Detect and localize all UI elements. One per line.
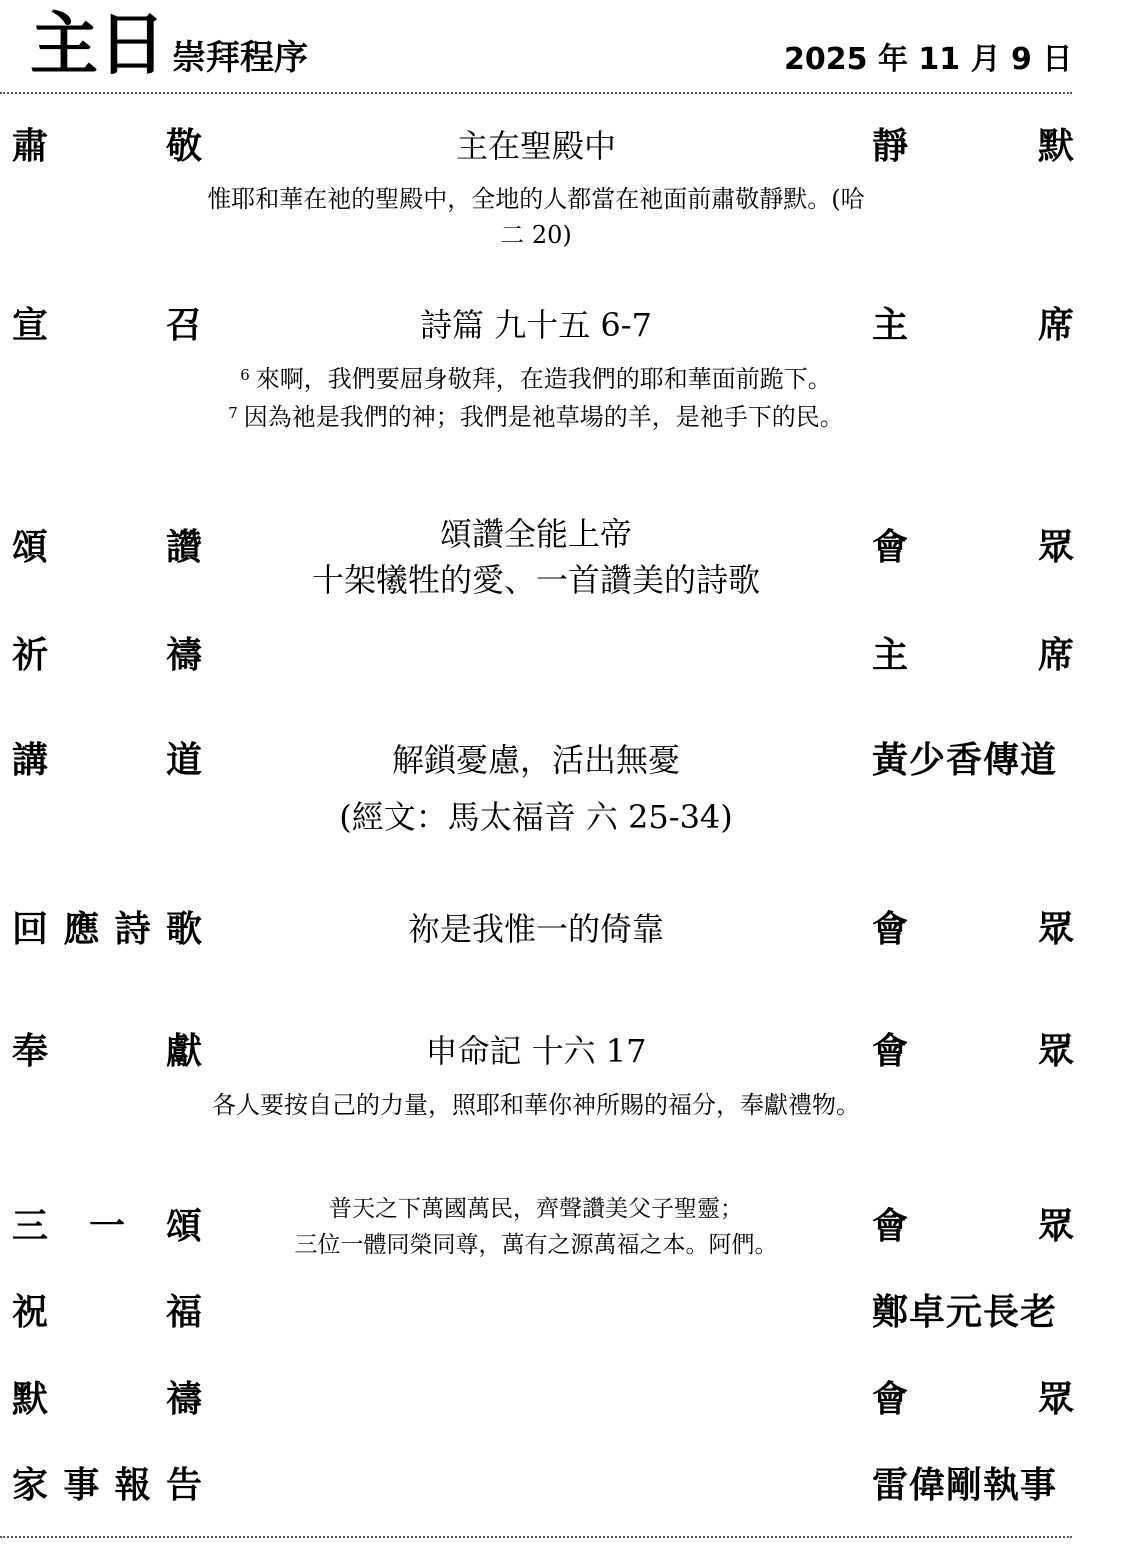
item-label-response-hymn: [12, 908, 202, 952]
item-label-offering: [12, 1030, 202, 1074]
role-char: 主: [872, 305, 909, 346]
role-char: 眾: [1037, 527, 1074, 568]
role-char: 會: [872, 1206, 909, 1247]
item-label-call: [12, 304, 202, 348]
label-char: 禱: [165, 1379, 202, 1420]
service-date: 2025 年 11 月 9 日: [784, 42, 1073, 77]
label-char: 歌: [165, 909, 202, 950]
reverence-role: [872, 125, 1074, 169]
reverence-verse: 惟耶和華在祂的聖殿中，全地的人都當在祂面前肅敬靜默。(哈二 20): [207, 185, 865, 249]
item-label-silent-prayer: [12, 1378, 202, 1422]
top-divider: [0, 92, 1072, 94]
role-char: 眾: [1037, 1031, 1074, 1072]
label-char: 肅: [12, 126, 49, 167]
role-char: 主: [872, 635, 909, 676]
page-subtitle: 崇拜程序: [172, 38, 308, 78]
role-char: 默: [1037, 126, 1074, 167]
label-char: 宣: [12, 305, 49, 346]
doxology-line-2: 三位一體同榮同尊，萬有之源萬福之本。阿們。: [294, 1232, 778, 1258]
silent-prayer-role: [872, 1378, 1074, 1422]
role-char: 眾: [1037, 1206, 1074, 1247]
label-char: 三: [12, 1206, 49, 1247]
label-char: 告: [165, 1465, 202, 1506]
offering-role: [872, 1030, 1074, 1074]
label-char: 祈: [12, 635, 49, 676]
role-char: 席: [1037, 305, 1074, 346]
bottom-divider: [0, 1536, 1072, 1538]
label-char: 讚: [165, 527, 202, 568]
praise-song-2: 十架犧牲的愛、一首讚美的詩歌: [311, 561, 760, 599]
label-char: 家: [12, 1465, 49, 1506]
label-char: 福: [165, 1292, 202, 1333]
label-char: 回: [12, 909, 49, 950]
role-char: 眾: [1037, 909, 1074, 950]
item-label-prayer: [12, 634, 202, 678]
label-char: 講: [12, 740, 49, 781]
item-label-doxology: [12, 1205, 202, 1249]
role-char: 會: [872, 909, 909, 950]
label-char: 獻: [165, 1031, 202, 1072]
call-scripture: 詩篇 九十五 6-7: [420, 306, 652, 344]
reverence-title: 主在聖殿中: [455, 127, 616, 165]
item-label-sermon: [12, 739, 202, 783]
response-hymn-title: 祢是我惟一的倚靠: [407, 910, 664, 948]
label-char: 一: [88, 1206, 125, 1247]
label-char: 應: [63, 909, 100, 950]
benediction-elder: 鄭卓元長老: [872, 1292, 1058, 1333]
verse-number: 7: [228, 404, 238, 422]
item-label-praise: [12, 526, 202, 570]
verse-number: 6: [240, 366, 250, 384]
label-char: 祝: [12, 1292, 49, 1333]
label-char: 道: [165, 740, 202, 781]
page-title: 主日: [30, 6, 167, 85]
item-label-announcements: [12, 1464, 202, 1508]
doxology-role: [872, 1205, 1074, 1249]
item-label-reverence: [12, 125, 202, 169]
call-verse-7: [200, 399, 872, 435]
prayer-role: [872, 634, 1074, 678]
label-char: 事: [63, 1465, 100, 1506]
role-char: 會: [872, 527, 909, 568]
role-char: 眾: [1037, 1379, 1074, 1420]
label-char: 禱: [165, 635, 202, 676]
praise-song-1: 頌讚全能上帝: [439, 515, 632, 553]
verse-text: 因為祂是我們的神；我們是祂草場的羊，是祂手下的民。: [243, 403, 844, 431]
verse-text: 來啊，我們要屈身敬拜，在造我們的耶和華面前跪下。: [255, 365, 832, 393]
label-char: 詩: [114, 909, 151, 950]
item-label-benediction: [12, 1291, 202, 1335]
role-char: 會: [872, 1031, 909, 1072]
call-verse-6: [200, 361, 872, 397]
label-char: 頌: [165, 1206, 202, 1247]
sermon-scripture: (經文：馬太福音 六 25-34): [339, 798, 733, 836]
announcements-deacon: 雷偉剛執事: [872, 1465, 1058, 1506]
offering-verse: 各人要按自己的力量，照耶和華你神所賜的福分，奉獻禮物。: [212, 1091, 860, 1119]
offering-scripture: 申命記 十六 17: [425, 1032, 647, 1070]
praise-role: [872, 526, 1074, 570]
label-char: 敬: [165, 126, 202, 167]
label-char: 報: [114, 1465, 151, 1506]
label-char: 召: [165, 305, 202, 346]
role-char: 席: [1037, 635, 1074, 676]
label-char: 奉: [12, 1031, 49, 1072]
label-char: 頌: [12, 527, 49, 568]
sermon-speaker: 黃少香傳道: [872, 740, 1058, 781]
doxology-line-1: 普天之下萬國萬民，齊聲讚美父子聖靈；: [329, 1196, 743, 1222]
sermon-title: 解鎖憂慮，活出無憂: [391, 741, 680, 779]
response-hymn-role: [872, 908, 1074, 952]
role-char: 會: [872, 1379, 909, 1420]
role-char: 靜: [872, 126, 909, 167]
call-role: [872, 304, 1074, 348]
label-char: 默: [12, 1379, 49, 1420]
